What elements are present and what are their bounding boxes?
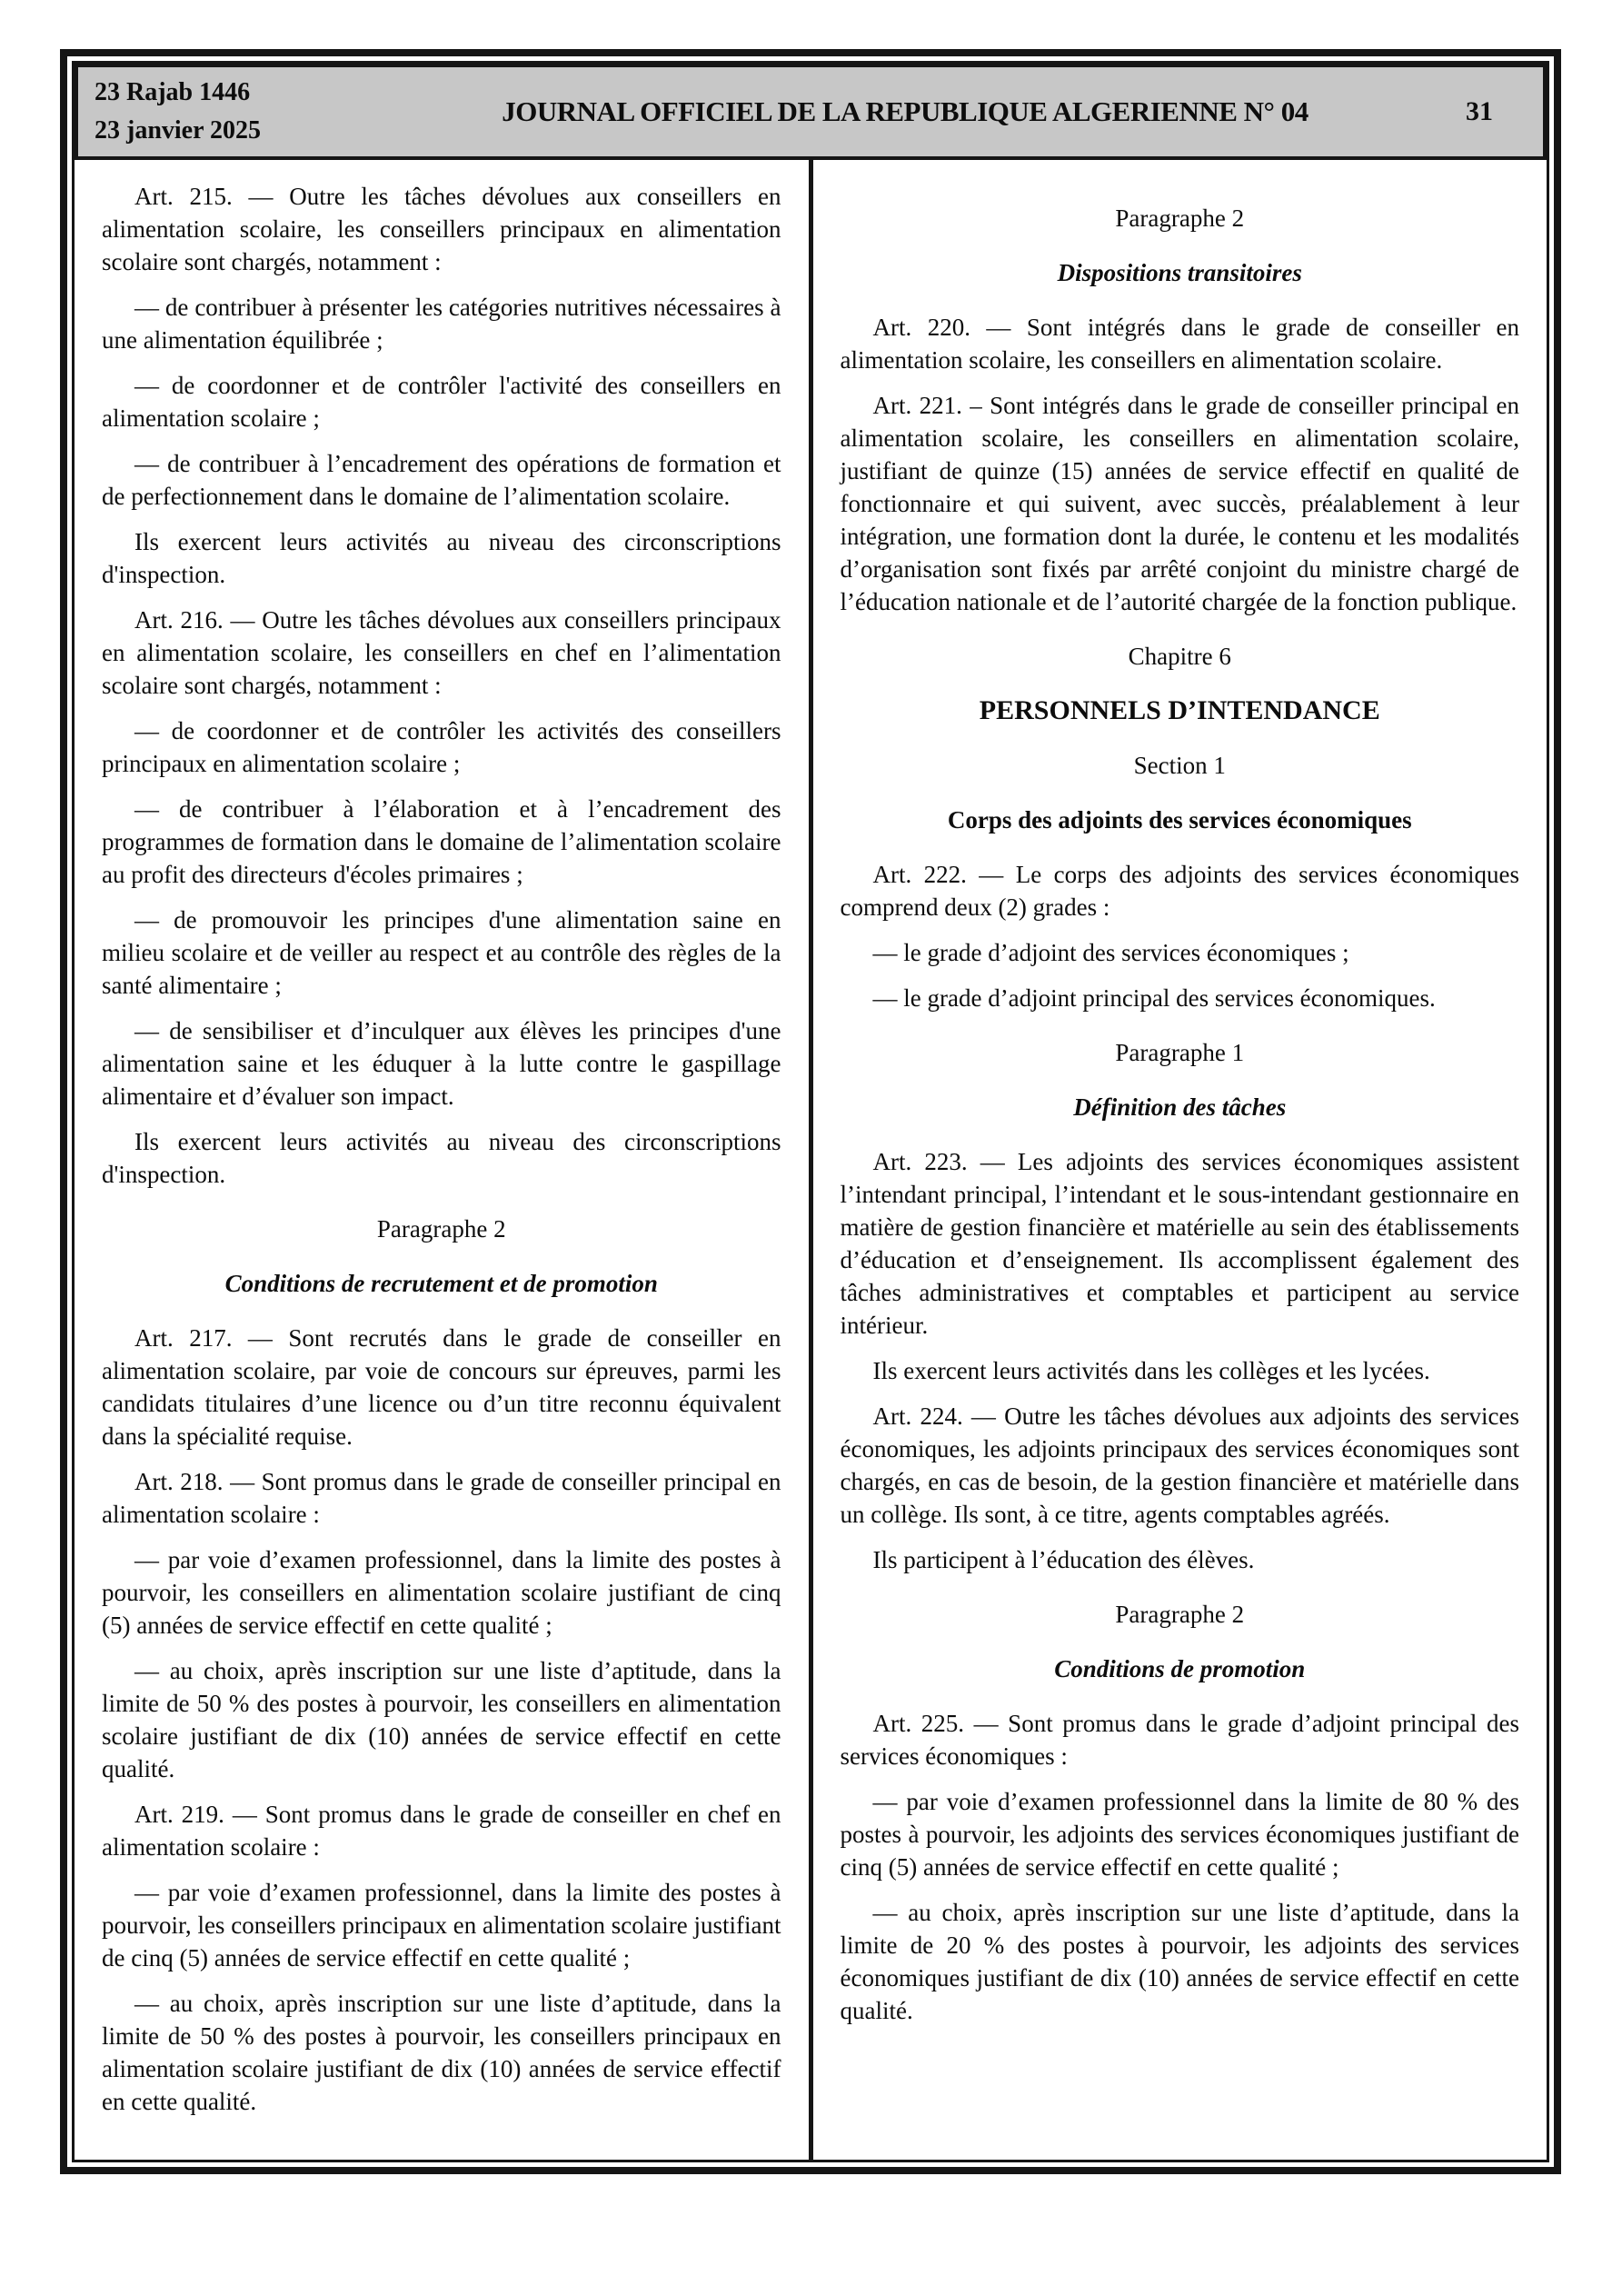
- article-paragraph: Art. 223. — Les adjoints des services économiques assistent l’intendant principal, l’intendant et le sous-intendant gestionnaire en matière de gestion financière et matérielle au sein des établissements d’éducation et d’enseignement. Ils accomplissent également des tâches administratives et comptables et participent au service intérieur.: [840, 1148, 1519, 1339]
- article-paragraph: Ils participent à l’éducation des élèves.: [872, 1546, 1255, 1573]
- list-item: — au choix, après inscription sur une liste d’aptitude, dans la limite de 20 % des postes à pourvoir, les adjoints des services économiques justifiant de dix (10) années de service effectif en cette qualité.: [840, 1899, 1519, 2024]
- article-paragraph: Art. 222. — Le corps des adjoints des services économiques comprend deux (2) grades :: [840, 861, 1519, 921]
- section-title: Conditions de recrutement et de promotion: [224, 1270, 658, 1297]
- article-paragraph: Ils exercent leurs activités au niveau des circonscriptions d'inspection.: [102, 528, 781, 588]
- list-item: — au choix, après inscription sur une liste d’aptitude, dans la limite de 50 % des postes à pourvoir, les conseillers principaux en alimentation scolaire justifiant de dix (10) années de service effectif en cette qualité.: [102, 1990, 781, 2115]
- page-frame: [60, 49, 1561, 2174]
- journal-header: [75, 64, 1547, 160]
- chapter-label: Chapitre 6: [1128, 643, 1231, 670]
- section-label: Section 1: [1133, 752, 1226, 779]
- header-dates: [78, 74, 394, 150]
- section-label: Paragraphe 2: [1115, 1601, 1245, 1628]
- chapter-title: PERSONNELS D’INTENDANCE: [979, 695, 1380, 725]
- list-item: — de sensibiliser et d’inculquer aux élèves les principes d'une alimentation saine et les éduquer à la lutte contre le gaspillage alimentaire et d’évaluer son impact.: [102, 1017, 781, 1110]
- right-column: [813, 160, 1547, 2160]
- date-gregorian: 23 janvier 2025: [95, 116, 262, 145]
- section-title: Corps des adjoints des services économiques: [947, 806, 1412, 834]
- date-hijri: 23 Rajab 1446: [95, 78, 251, 106]
- list-item: — de contribuer à l’élaboration et à l’encadrement des programmes de formation dans le domaine de l’alimentation scolaire au profit des directeurs d'écoles primaires ;: [102, 795, 781, 888]
- section-title: Conditions de promotion: [1054, 1655, 1306, 1682]
- section-title: Définition des tâches: [1073, 1093, 1287, 1121]
- text-columns: [75, 160, 1547, 2160]
- list-item: — de contribuer à présenter les catégories nutritives nécessaires à une alimentation équilibrée ;: [102, 294, 781, 354]
- section-label: Paragraphe 2: [376, 1215, 506, 1243]
- article-paragraph: Ils exercent leurs activités au niveau des circonscriptions d'inspection.: [102, 1128, 781, 1188]
- article-paragraph: Art. 216. — Outre les tâches dévolues aux conseillers principaux en alimentation scolaire, les conseillers en chef en l’alimentation scolaire sont chargés, notamment :: [102, 606, 781, 699]
- list-item: — de coordonner et de contrôler les activités des conseillers principaux en alimentation scolaire ;: [102, 717, 781, 777]
- article-paragraph: Art. 225. — Sont promus dans le grade d’adjoint principal des services économiques :: [840, 1710, 1519, 1770]
- list-item: — par voie d’examen professionnel, dans la limite des postes à pourvoir, les conseillers en alimentation scolaire justifiant de cinq (5) années de service effectif en cette qualité ;: [102, 1546, 781, 1639]
- section-label: Paragraphe 1: [1115, 1039, 1245, 1066]
- article-paragraph: Art. 221. – Sont intégrés dans le grade de conseiller principal en alimentation scolaire, les conseillers en alimentation scolaire, justifiant de quinze (15) années de service effectif en qualité de fonctionnaire et qui suivent, avec succès, préalablement à leur intégration, une formation dont la durée, le contenu et les modalités d’organisation sont fixés par arrêté conjoint du ministre chargé de l’éducation nationale et de l’autorité chargée de la fonction publique.: [840, 392, 1519, 615]
- list-item: — de contribuer à l’encadrement des opérations de formation et de perfectionnement dans le domaine de l’alimentation scolaire.: [102, 450, 781, 510]
- list-item: — de coordonner et de contrôler l'activité des conseillers en alimentation scolaire ;: [102, 372, 781, 432]
- journal-title: JOURNAL OFFICIEL DE LA REPUBLIQUE ALGERIENNE N° 04: [502, 95, 1309, 127]
- article-paragraph: Ils exercent leurs activités dans les collèges et les lycées.: [872, 1357, 1430, 1384]
- list-item: — par voie d’examen professionnel, dans la limite des postes à pourvoir, les conseillers principaux en alimentation scolaire justifiant de cinq (5) années de service effectif en cette qualité ;: [102, 1879, 781, 1972]
- article-paragraph: Art. 219. — Sont promus dans le grade de conseiller en chef en alimentation scolaire :: [102, 1801, 781, 1861]
- article-paragraph: Art. 215. — Outre les tâches dévolues aux conseillers en alimentation scolaire, les conseillers principaux en alimentation scolaire sont chargés, notamment :: [102, 183, 781, 275]
- page-inner-border: [72, 61, 1549, 2162]
- list-item: — par voie d’examen professionnel dans la limite de 80 % des postes à pourvoir, les adjoints des services économiques justifiant de cinq (5) années de service effectif en cette qualité ;: [840, 1788, 1519, 1881]
- left-column: [75, 160, 809, 2160]
- article-paragraph: Art. 217. — Sont recrutés dans le grade de conseiller en alimentation scolaire, par voie de concours sur épreuves, parmi les candidats titulaires d’une licence ou d’un titre reconnu équivalent dans la spécialité requise.: [102, 1324, 781, 1450]
- section-label: Paragraphe 2: [1115, 205, 1245, 232]
- list-item: — le grade d’adjoint des services économiques ;: [872, 939, 1349, 966]
- section-title: Dispositions transitoires: [1057, 259, 1302, 286]
- article-paragraph: Art. 218. — Sont promus dans le grade de conseiller principal en alimentation scolaire :: [102, 1468, 781, 1528]
- page-number: 31: [1466, 96, 1493, 126]
- list-item: — au choix, après inscription sur une liste d’aptitude, dans la limite de 50 % des postes à pourvoir, les conseillers en alimentation scolaire justifiant de dix (10) années de service effectif en cette qualité.: [102, 1657, 781, 1782]
- article-paragraph: Art. 224. — Outre les tâches dévolues aux adjoints des services économiques, les adjoints principaux des services économiques sont chargés, en cas de besoin, de la gestion financière et matérielle dans un collège. Ils sont, à ce titre, agents comptables agréés.: [840, 1403, 1519, 1528]
- article-paragraph: Art. 220. — Sont intégrés dans le grade de conseiller en alimentation scolaire, les conseillers en alimentation scolaire.: [840, 314, 1519, 374]
- list-item: — de promouvoir les principes d'une alimentation saine en milieu scolaire et de veiller au respect et au contrôle des règles de la santé alimentaire ;: [102, 906, 781, 999]
- list-item: — le grade d’adjoint principal des services économiques.: [872, 984, 1436, 1012]
